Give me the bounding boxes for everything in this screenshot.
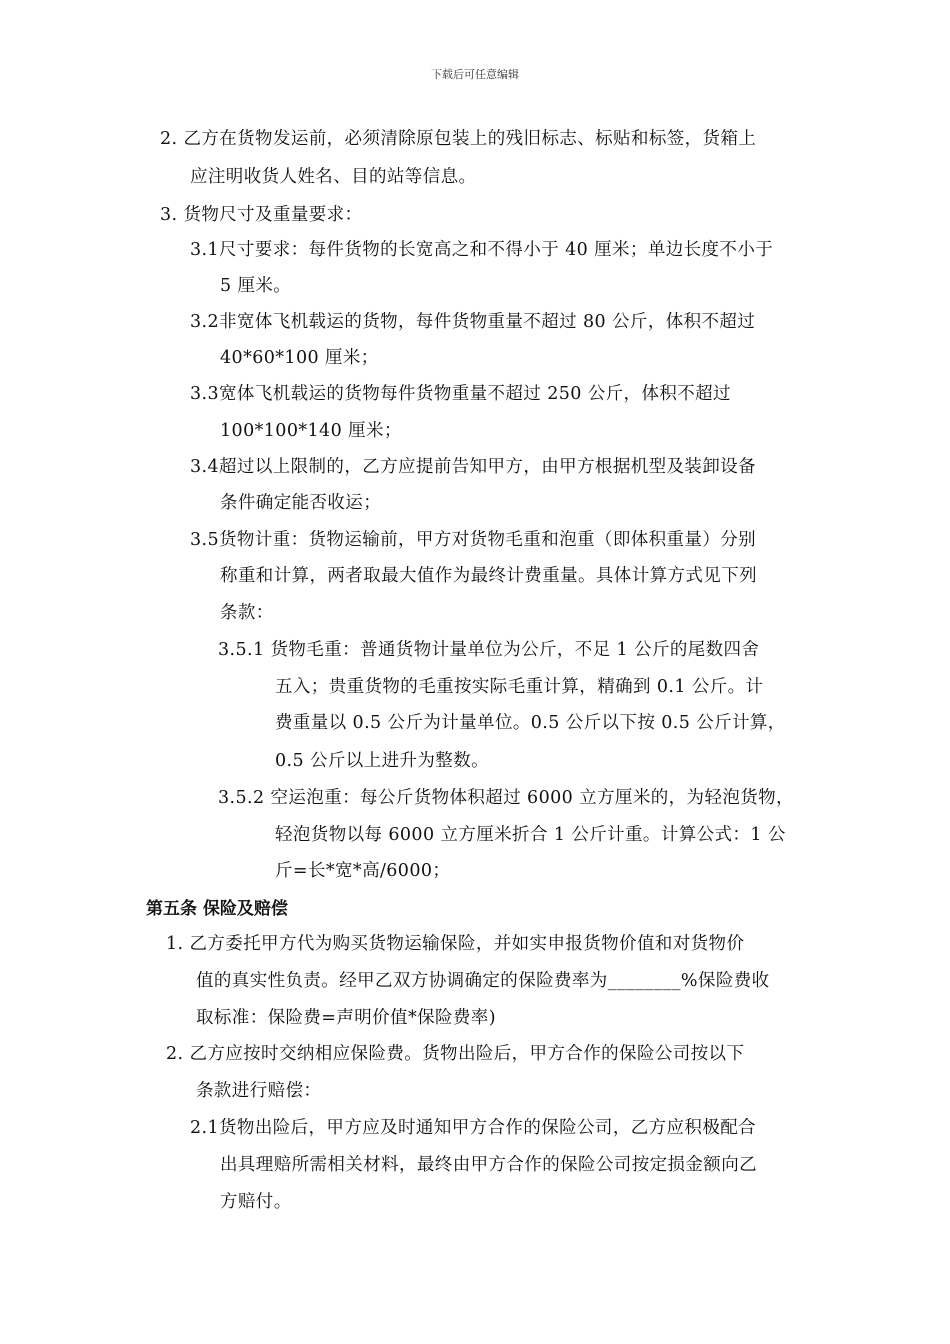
subitem-3-5-1-line-4: 0.5 公斤以上进升为整数。 [275,751,489,771]
subitem-3-5-1-line-3: 费重量以 0.5 公斤为计量单位。0.5 公斤以下按 0.5 公斤计算， [275,713,786,733]
section-5-item-2-line-2: 条款进行赔偿： [196,1081,322,1101]
section-5-subitem-2-1-line-1: 2.1货物出险后，甲方应及时通知甲方合作的保险公司，乙方应积极配合 [190,1118,757,1138]
subitem-3-1-line-2: 5 厘米。 [220,276,292,296]
subitem-3-3-line-2: 100*100*140 厘米； [220,421,402,441]
subitem-3-2-line-2: 40*60*100 厘米； [220,348,379,368]
subitem-3-3-line-1: 3.3宽体飞机载运的货物每件货物重量不超过 250 公斤，体积不超过 [190,384,731,404]
subitem-3-5-line-1: 3.5货物计重：货物运输前，甲方对货物毛重和泡重（即体积重量）分别 [190,530,757,550]
subitem-3-5-line-2: 称重和计算，两者取最大值作为最终计费重量。具体计算方式见下列 [220,566,757,586]
subitem-3-5-line-3: 条款： [220,603,274,623]
subitem-3-5-2-line-1: 3.5.2 空运泡重：每公斤货物体积超过 6000 立方厘米的，为轻泡货物， [218,788,794,808]
subitem-3-1-line-1: 3.1尺寸要求：每件货物的长宽高之和不得小于 40 厘米；单边长度不小于 [190,240,774,260]
list-item-3: 3. 货物尺寸及重量要求： [160,205,363,225]
subitem-3-4-line-1: 3.4超过以上限制的，乙方应提前告知甲方，由甲方根据机型及装卸设备 [190,457,757,477]
subitem-3-2-line-1: 3.2非宽体飞机载运的货物，每件货物重量不超过 80 公斤，体积不超过 [190,312,756,332]
section-5-subitem-2-1-line-2: 出具理赔所需相关材料，最终由甲方合作的保险公司按定损金额向乙 [220,1155,757,1175]
section-5-item-1-line-1: 1. 乙方委托甲方代为购买货物运输保险，并如实申报货物价值和对货物价 [166,934,745,954]
section-5-item-2-line-1: 2. 乙方应按时交纳相应保险费。货物出险后，甲方合作的保险公司按以下 [166,1044,745,1064]
section-5-item-1-line-3: 取标准：保险费=声明价值*保险费率) [196,1008,496,1028]
section-5-subitem-2-1-line-3: 方赔付。 [220,1192,292,1212]
list-item-2-line-1: 2. 乙方在货物发运前，必须清除原包装上的残旧标志、标贴和标签，货箱上 [160,129,757,149]
list-item-2-line-2: 应注明收货人姓名、目的站等信息。 [190,167,477,187]
section-5-heading: 第五条 保险及赔偿 [146,899,288,919]
page-header: 下载后可任意编辑 [431,68,519,81]
section-5-item-1-line-2: 值的真实性负责。经甲乙双方协调确定的保险费率为________%保险费收 [196,971,770,991]
subitem-3-5-1-line-2: 五入；贵重货物的毛重按实际毛重计算，精确到 0.1 公斤。计 [275,677,764,697]
subitem-3-4-line-2: 条件确定能否收运； [220,493,382,513]
subitem-3-5-1-line-1: 3.5.1 货物毛重：普通货物计量单位为公斤，不足 1 公斤的尾数四舍 [218,640,760,660]
subitem-3-5-2-line-2: 轻泡货物以每 6000 立方厘米折合 1 公斤计重。计算公式：1 公 [275,825,786,845]
subitem-3-5-2-line-3: 斤=长*宽*高/6000； [275,861,451,881]
